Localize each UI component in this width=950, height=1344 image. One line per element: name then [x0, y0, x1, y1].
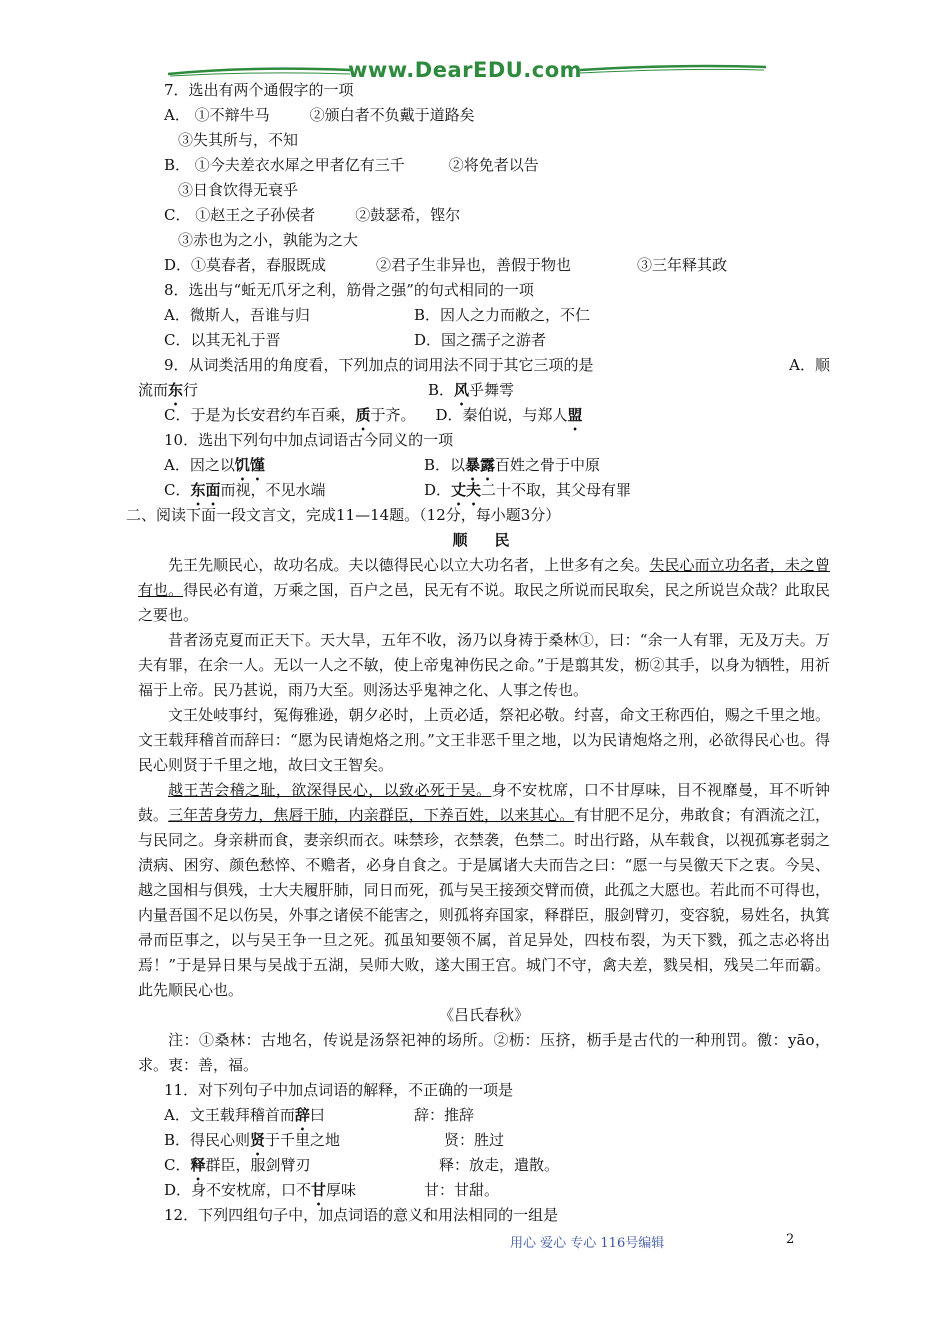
q9-stem: 9．从词类活用的角度看，下列加点的词用法不同于其它三项的是 A．顺	[164, 356, 830, 374]
q11-option-c: C．释群臣，服剑臂刃 释：放走，遣散。	[164, 1156, 560, 1174]
q8-options-ab: A．微斯人，吾谁与归 B．因人之力而敝之，不仁	[164, 306, 591, 324]
q11-option-a: A．文王载拜稽首而辞曰 辞：推辞	[164, 1106, 475, 1124]
article-source: 《吕氏春秋》	[438, 1006, 529, 1024]
q11-option-d: D．身不安枕席，口不甘厚味 甘：甘甜。	[164, 1181, 500, 1199]
q9-options-cd: C．于是为长安君约车百乘，质于齐。 D．秦伯说，与郑人盟	[164, 406, 583, 424]
q8-stem: 8．选出与“蚯无爪牙之利，筋骨之强”的句式相同的一项	[164, 281, 534, 299]
q11-option-b: B．得民心则贤于千里之地 贤：胜过	[164, 1131, 505, 1149]
article-paragraph-4: 越王苦会稽之耻，欲深得民心，以致必死于吴。身不安枕席，口不甘厚味，目不视靡曼，耳不听钟鼓。三年苦身劳力，焦唇干肺，内亲群臣，下养百姓，以来其心。有甘肥不足分，弗敢食；有酒流之江，与民同之。身亲耕而食，妻亲织而衣。味禁珍，衣禁袭，色禁二。时出行路，从车载食，以视孤寡老弱之渍病、困穷、颜色愁悴、不赡者，必身自食之。于是属诸大夫而告之曰：“愿一与吴徼天下之衷。今吴、越之国相与俱残，士大夫履肝肺，同日而死，孤与吴王接颈交臂而偾，此孤之大愿也。若此而不可得也，内量吾国不足以伤吴，外事之诸侯不能害之，则孤将弃国家，释群臣，服剑臂刃，变容貌，易姓名，执箕帚而臣事之，以与吴王争一旦之死。孤虽知要领不属，首足异处，四枝布裂，为天下戮，孤之志必将出焉！”于是异日果与吴战于五湖，吴师大败，遂大围王宫。城门不守，禽夫差，戮吴相，残吴二年而霸。此先顺民心也。	[138, 781, 830, 999]
q7-option-c: C． ①赵王之子孙侯者 ②鼓瑟希，铿尔	[164, 206, 461, 224]
q10-options-cd: C．东面而视，不见水端 D．丈夫二十不取，其父母有罪	[164, 481, 632, 499]
q9-options-ab: 流而东行 B．风乎舞雩	[138, 381, 515, 399]
q7-option-a-cont: ③失其所与，不知	[178, 131, 299, 149]
q7-option-b-cont: ③日食饮得无衰乎	[178, 181, 299, 199]
q7-option-c-cont: ③赤也为之小，孰能为之大	[178, 231, 359, 249]
q10-options-ab: A．因之以饥馑 B．以暴露百姓之骨于中原	[164, 456, 601, 474]
footer-editor-note: 用心 爱心 专心 116号编辑	[510, 1236, 665, 1251]
site-logo-text: www.DearEDU.com	[347, 58, 583, 82]
article-paragraph-3: 文王处岐事纣，冤侮雅逊，朝夕必时，上贡必适，祭祀必敬。纣喜，命文王称西伯，赐之千里之地。文王载拜稽首而辞曰：“愿为民请炮烙之刑。”文王非恶千里之地，以为民请炮烙之刑，必欲得民心也。得民心则贤于千里之地，故曰文王智矣。	[138, 706, 830, 774]
article-title: 顺 民	[452, 531, 516, 549]
q7-option-d: D．①莫春者，春服既成 ②君子生非异也，善假于物也 ③三年释其政	[164, 256, 728, 274]
q7-option-b: B． ①今夫差衣水犀之甲者亿有三千 ②将免者以告	[164, 156, 539, 174]
q8-options-cd: C．以其无礼于晋 D．国之孺子之游者	[164, 331, 547, 349]
section-heading: 二、阅读下面一段文言文，完成11—14题。（12分，每小题3分）	[126, 506, 561, 524]
q7-option-a: A． ①不辩牛马 ②颁白者不负戴于道路矣	[164, 106, 475, 124]
page-number: 2	[786, 1232, 795, 1247]
q12-stem: 12．下列四组句子中，加点词语的意义和用法相同的一组是	[164, 1206, 559, 1224]
article-paragraph-2: 昔者汤克夏而正天下。天大旱，五年不收，汤乃以身祷于桑林①，曰：“余一人有罪，无及万夫。万夫有罪，在余一人。无以一人之不敏，使上帝鬼神伤民之命。”于是翦其发，枥②其手，以身为牺牲，用祈福于上帝。民乃甚说，雨乃大至。则汤达乎鬼神之化、人事之传也。	[138, 631, 830, 699]
article-notes: 注：①桑林：古地名，传说是汤祭祀神的场所。②枥：压挤，枥手是古代的一种刑罚。徼：yāo，求。衷：善，福。	[138, 1031, 830, 1074]
article-paragraph-1: 先王先顺民心，故功名成。夫以德得民心以立大功名者，上世多有之矣。失民心而立功名者，未之曾有也。得民必有道，万乘之国，百户之邑，民无有不说。取民之所说而民取矣，民之所说岂众哉？此取民之要也。	[138, 556, 830, 624]
q11-stem: 11．对下列句子中加点词语的解释，不正确的一项是	[164, 1081, 514, 1099]
exam-page	[126, 78, 830, 1228]
q7-stem: 7．选出有两个通假字的一项	[164, 81, 354, 99]
q10-stem: 10．选出下列句中加点词语古今同义的一项	[164, 431, 454, 449]
